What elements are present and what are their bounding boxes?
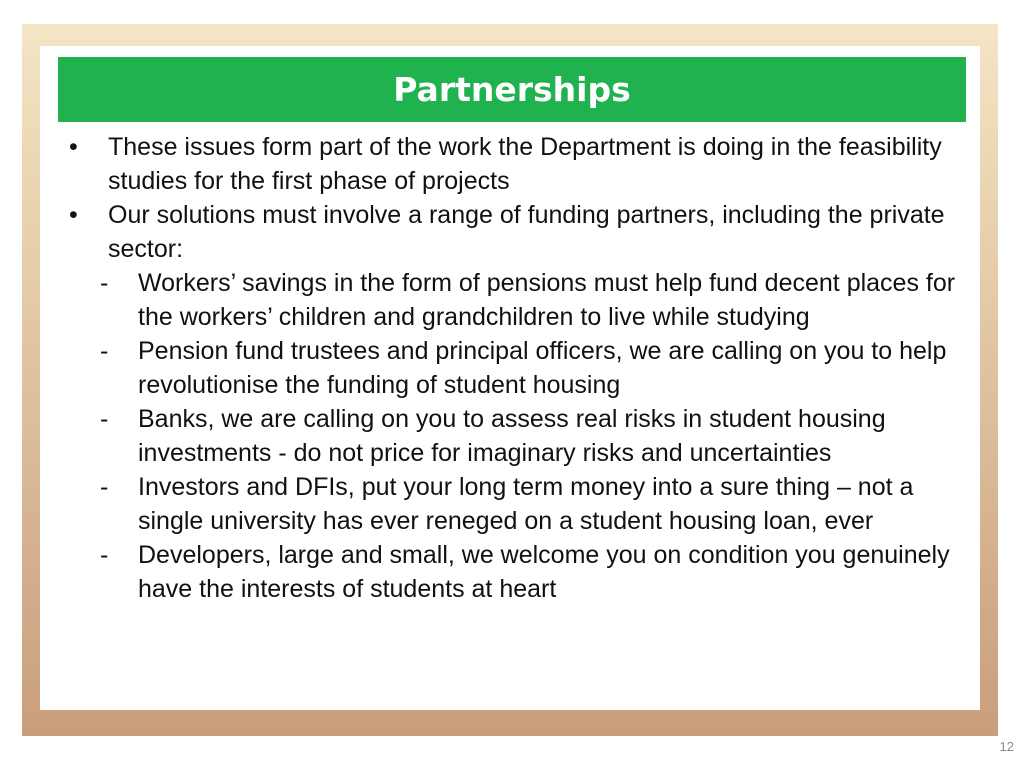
sub-item [62,266,962,334]
bullet-text: Our solutions must involve a range of funding partners, including the private sector: [108,201,945,263]
dash-marker: - [100,337,109,365]
dash-marker: - [100,541,109,569]
dash-marker: - [100,405,109,433]
sub-item-text: Banks, we are calling on you to assess real risks in student housing investments - do not price for imaginary risks and uncertainties [138,405,886,467]
dash-marker: - [100,269,109,297]
sub-item [62,402,962,470]
page-number: 12 [999,739,1014,754]
bullet-list [62,130,962,606]
title-bar [58,57,966,122]
sub-item-text: Investors and DFIs, put your long term money into a sure thing – not a single university has ever reneged on a student housing loan, ever [138,473,914,535]
sub-item-text: Workers’ savings in the form of pensions must help fund decent places for the workers’ children and grandchildren to live while studying [138,269,956,331]
sub-item-text: Pension fund trustees and principal officers, we are calling on you to help revolutionise the funding of student housing [138,337,947,399]
bullet-item [62,130,962,198]
slide-title: Partnerships [393,70,631,109]
bullet-marker: • [69,201,78,229]
bullet-text: These issues form part of the work the Department is doing in the feasibility studies for the first phase of projects [108,133,942,195]
bullet-marker: • [69,133,78,161]
dash-marker: - [100,473,109,501]
bullet-item [62,198,962,266]
sub-item [62,538,962,606]
sub-item-text: Developers, large and small, we welcome you on condition you genuinely have the interests of students at heart [138,541,950,603]
sub-item [62,334,962,402]
sub-item [62,470,962,538]
